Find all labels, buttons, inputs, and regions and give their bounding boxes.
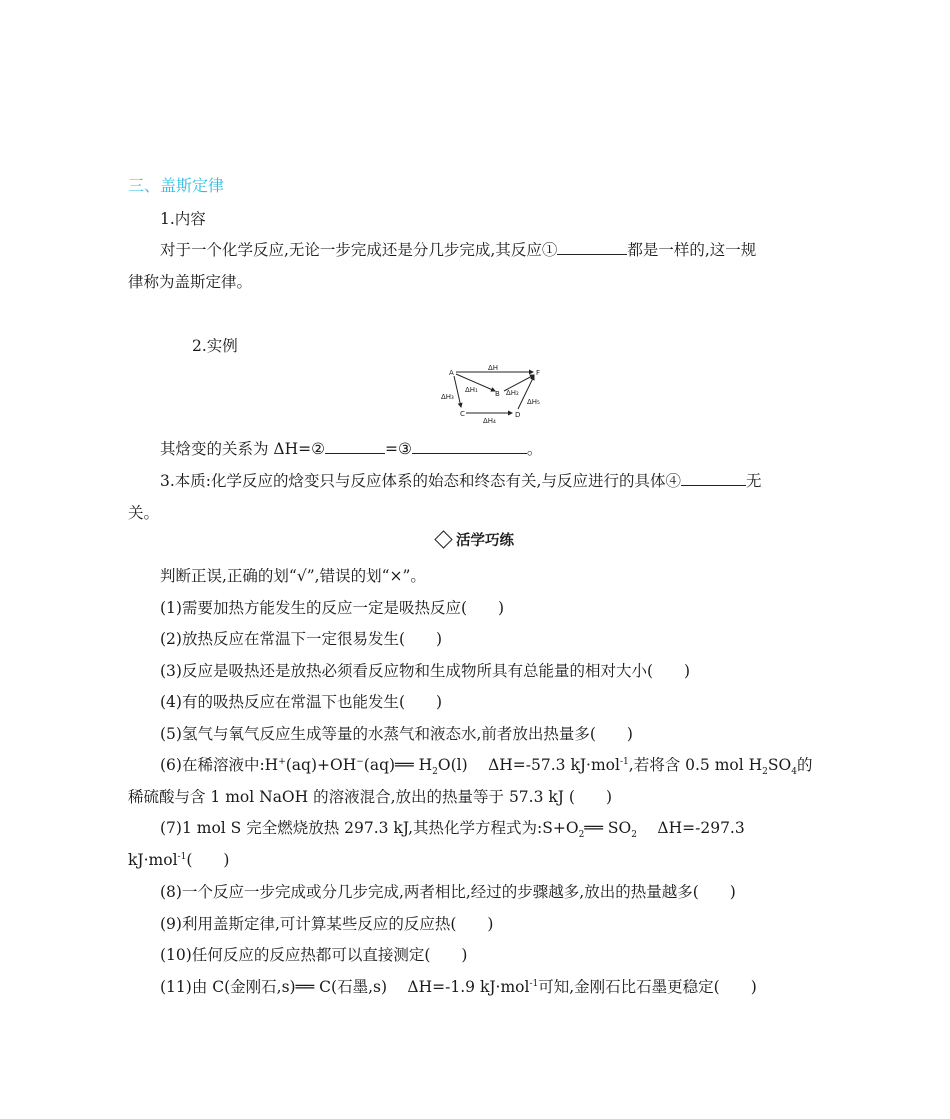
heading-content: 1.内容: [160, 210, 206, 228]
paragraph-content-line1: [160, 240, 756, 260]
enthalpy-relation: [160, 439, 542, 459]
node-b: B: [495, 390, 500, 398]
practice-intro: 判断正误,正确的划“√”,错误的划“×”。: [160, 567, 426, 585]
question-2: (2)放热反应在常温下一定很易发生( ): [160, 630, 443, 648]
question-7-line2: kJ·mol$^{-1}$( ): [128, 851, 230, 869]
question-5: (5)氢气与氧气反应生成等量的水蒸气和液态水,前者放出热量多( ): [160, 725, 633, 743]
text: 3.本质:化学反应的焓变只与反应体系的始态和终态有关,与反应进行的具体④: [160, 472, 681, 490]
text: 。: [526, 440, 543, 458]
question-9: (9)利用盖斯定律,可计算某些反应的反应热( ): [160, 915, 494, 933]
section-title: 三、盖斯定律: [128, 176, 225, 195]
label-dh2: ΔH₂: [506, 389, 519, 397]
fill-blank-1[interactable]: [557, 240, 627, 255]
text: 无: [745, 472, 762, 490]
fill-blank-2[interactable]: [325, 439, 385, 454]
node-d: D: [515, 411, 521, 419]
label-dh3: ΔH₃: [441, 393, 454, 401]
question-7-line1: (7)1 mol S 完全燃烧放热 297.3 kJ,其热化学方程式为$:S+O_2══$ $SO_2$ ΔH=-297.3: [160, 819, 745, 841]
label-dh1: ΔH₁: [465, 386, 478, 394]
question-11: (11)由 C(金刚石,s)══ C(石墨,s) ΔH=-1.9 kJ·mol$^{-1}$可知,金刚石比石墨更稳定( ): [160, 978, 757, 996]
question-6-line2: 稀硫酸与含 1 mol NaOH 的溶液混合,放出的热量等于 57.3 kJ ( ): [128, 788, 613, 806]
paragraph-content-line2: 律称为盖斯定律。: [128, 273, 253, 291]
essence-line2: 关。: [128, 504, 160, 522]
question-8: (8)一个反应一步完成或分几步完成,两者相比,经过的步骤越多,放出的热量越多( ): [160, 883, 736, 901]
question-3: (3)反应是吸热还是放热必须看反应物和生成物所具有总能量的相对大小( ): [160, 662, 691, 680]
label-dh5: ΔH₅: [527, 398, 540, 406]
node-c: C: [460, 410, 465, 418]
heading-example: 2.实例: [192, 337, 238, 355]
text: 都是一样的,这一规: [627, 241, 757, 259]
question-10: (10)任何反应的反应热都可以直接测定( ): [160, 946, 468, 964]
arrow-a-c: [454, 376, 461, 407]
enthalpy-path-diagram: [438, 365, 550, 433]
essence-line1: [160, 471, 761, 491]
node-f: F: [536, 369, 541, 377]
fill-blank-3[interactable]: [412, 439, 527, 454]
question-6-line1: (6)在稀溶液中:H+(aq)+OH−(aq)══ $H_2O(l)$ ΔH=-57.3 kJ·mol$^{-1}$,若将含 0.5 mol $H_2SO_4$的: [160, 756, 813, 778]
practice-tag-label: 活学巧练: [456, 533, 514, 549]
question-4: (4)有的吸热反应在常温下也能发生( ): [160, 693, 443, 711]
label-dh: ΔH: [488, 365, 499, 372]
text: 对于一个化学反应,无论一步完成还是分几步完成,其反应①: [160, 241, 558, 259]
label-dh4: ΔH₄: [483, 417, 496, 425]
diamond-pen-icon: [434, 530, 452, 548]
text: =③: [385, 440, 412, 458]
fill-blank-4[interactable]: [681, 471, 746, 486]
node-a: A: [449, 369, 454, 377]
question-1: (1)需要加热方能发生的反应一定是吸热反应( ): [160, 599, 505, 617]
practice-tag: [437, 529, 514, 550]
text: 其焓变的关系为 ΔH=②: [160, 440, 326, 458]
